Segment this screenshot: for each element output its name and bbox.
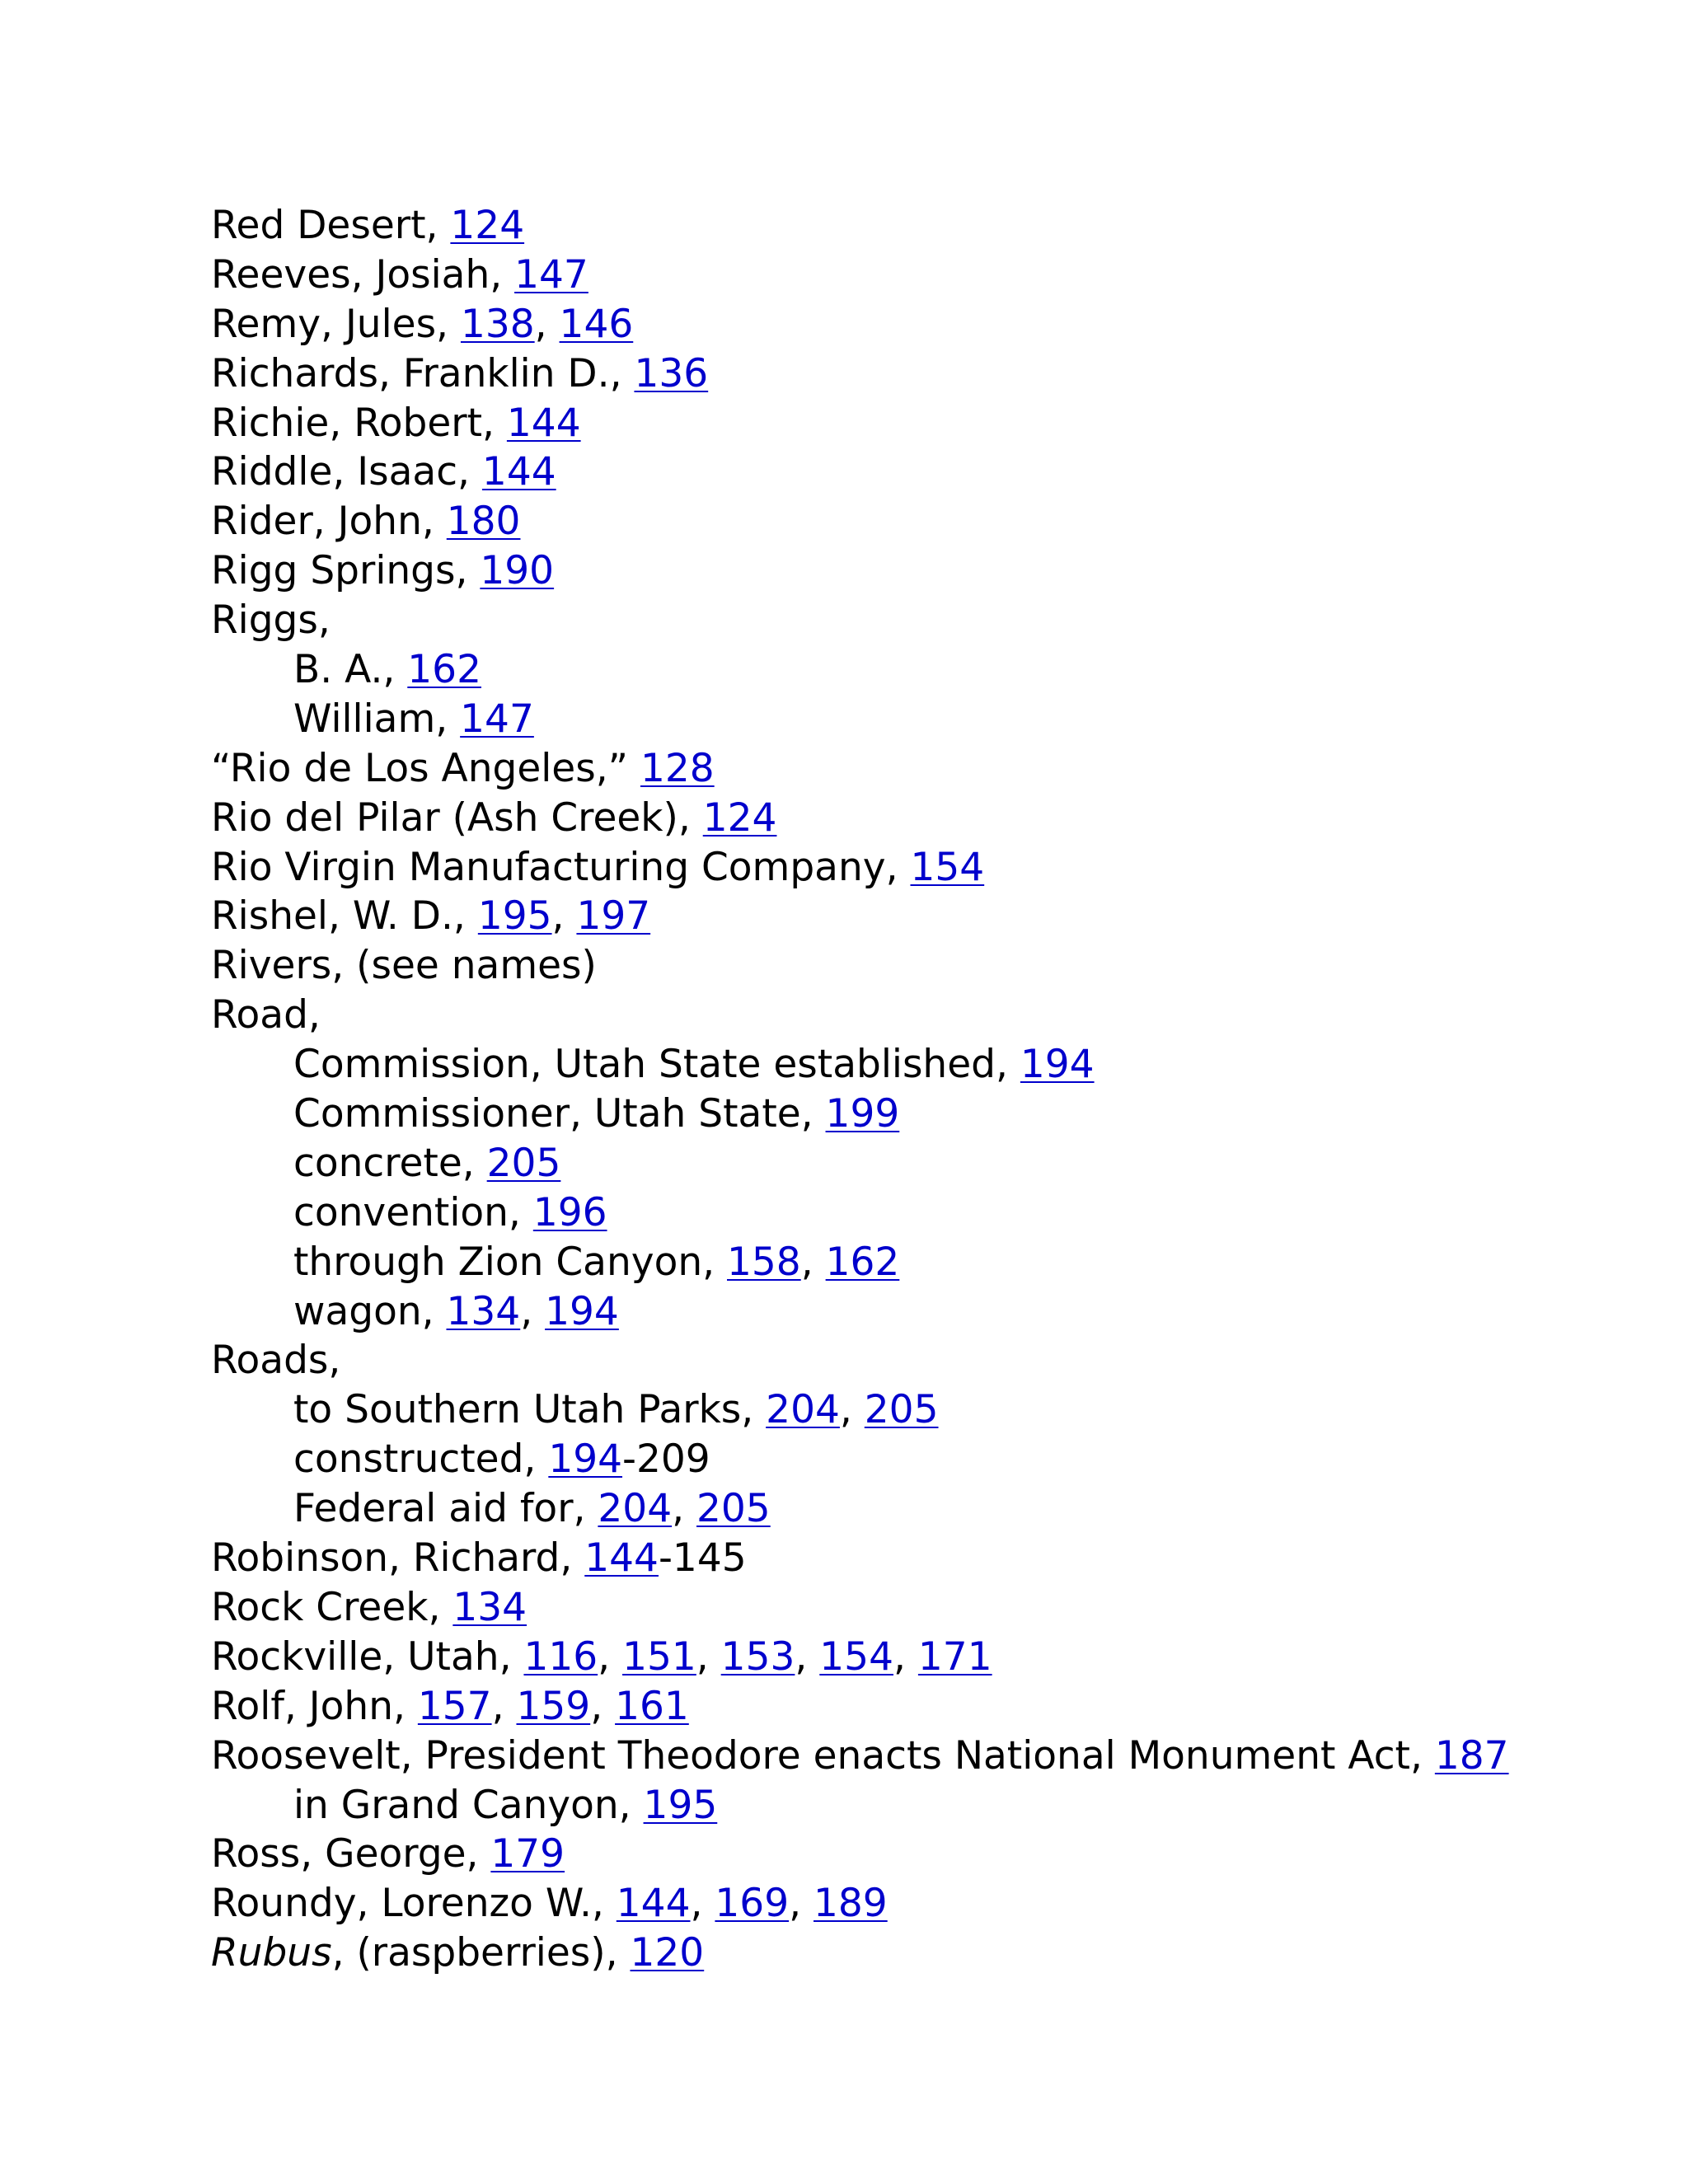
- page-link[interactable]: 124: [702, 794, 777, 841]
- entry-text: ,: [839, 1387, 865, 1433]
- index-subentry: [211, 1287, 1612, 1337]
- page-link[interactable]: 147: [514, 251, 588, 298]
- entry-text: convention,: [293, 1189, 533, 1235]
- entry-text: through Zion Canyon,: [293, 1239, 727, 1285]
- entry-text: , (raspberries),: [331, 1930, 631, 1976]
- entry-text: Federal aid for,: [293, 1486, 598, 1532]
- index-entry: [211, 1633, 1612, 1682]
- page-link[interactable]: 144: [584, 1535, 659, 1582]
- page-link[interactable]: 161: [615, 1683, 689, 1729]
- page-link[interactable]: 144: [506, 400, 581, 446]
- entry-text: Ross, George,: [211, 1831, 491, 1877]
- index-entry: [211, 497, 1612, 546]
- index-subentry: [211, 1435, 1612, 1484]
- entry-text: wagon,: [293, 1288, 447, 1334]
- entry-text: Richie, Robert,: [211, 400, 507, 446]
- entry-text: Rigg Springs,: [211, 548, 481, 594]
- entry-text: Rock Creek,: [211, 1584, 453, 1630]
- entry-text: Rishel, W. D.,: [211, 893, 478, 940]
- entry-text: Reeves, Josiah,: [211, 251, 515, 298]
- page-link[interactable]: 158: [727, 1239, 801, 1285]
- index-entry: [211, 1879, 1612, 1929]
- entry-text: -209: [622, 1436, 710, 1483]
- page-link[interactable]: 197: [576, 893, 651, 940]
- entry-text: ,: [551, 893, 577, 940]
- entry-text: -145: [658, 1535, 747, 1582]
- page-link[interactable]: 205: [486, 1140, 561, 1186]
- page-link[interactable]: 147: [460, 696, 534, 742]
- entry-text: constructed,: [293, 1436, 549, 1483]
- index-entry: [211, 1534, 1612, 1583]
- page-link[interactable]: 194: [548, 1436, 623, 1483]
- index-subentry: [211, 1484, 1612, 1534]
- index-entry: [211, 1583, 1612, 1633]
- entry-text: ,: [598, 1633, 623, 1680]
- entry-text: Riggs,: [211, 598, 331, 644]
- page-link[interactable]: 179: [490, 1831, 565, 1877]
- page-link[interactable]: 194: [545, 1288, 619, 1334]
- entry-text: ,: [795, 1633, 820, 1680]
- page-link[interactable]: 153: [720, 1633, 795, 1680]
- page-link[interactable]: 195: [643, 1782, 718, 1828]
- index-entry: [211, 300, 1612, 349]
- page-link[interactable]: 162: [825, 1239, 900, 1285]
- index-subentry: [211, 1188, 1612, 1238]
- entry-text: Remy, Jules,: [211, 301, 461, 347]
- page-link[interactable]: 205: [696, 1486, 771, 1532]
- index-entry: [211, 794, 1612, 843]
- index-entry: [211, 744, 1612, 794]
- entry-text: ,: [672, 1486, 696, 1532]
- index-entry: [211, 1336, 1612, 1385]
- index-subentry: [211, 695, 1612, 744]
- page-link[interactable]: 146: [559, 301, 634, 347]
- entry-text: ,: [893, 1633, 918, 1680]
- page-link[interactable]: 154: [819, 1633, 893, 1680]
- entry-text: Roundy, Lorenzo W.,: [211, 1881, 617, 1927]
- index-entry: [211, 448, 1612, 497]
- entry-text: in Grand Canyon,: [293, 1782, 644, 1828]
- page-link[interactable]: 154: [910, 844, 985, 890]
- page-link[interactable]: 187: [1434, 1732, 1509, 1779]
- entry-text: Rockville, Utah,: [211, 1633, 524, 1680]
- entry-text: Rider, John,: [211, 499, 447, 545]
- index-entry: [211, 991, 1612, 1040]
- index-entry: [211, 349, 1612, 399]
- page-link[interactable]: 120: [630, 1930, 705, 1976]
- index-subentry: [211, 1139, 1612, 1188]
- index-entry: [211, 399, 1612, 448]
- index-subentry: [211, 1781, 1612, 1830]
- index-entry: [211, 843, 1612, 893]
- page-link[interactable]: 116: [523, 1633, 598, 1680]
- index-subentry: [211, 1385, 1612, 1435]
- entry-text: “Rio de Los Angeles,”: [211, 745, 640, 791]
- page-link[interactable]: 144: [481, 449, 556, 495]
- page-link[interactable]: 194: [1020, 1042, 1095, 1088]
- entry-text: ,: [590, 1683, 616, 1729]
- page-link[interactable]: 134: [446, 1288, 521, 1334]
- entry-text: Road,: [211, 992, 321, 1038]
- entry-text: ,: [534, 301, 560, 347]
- entry-text: Roosevelt, President Theodore enacts National Monument Act,: [211, 1732, 1435, 1779]
- index-entry: [211, 1682, 1612, 1732]
- entry-text: to Southern Utah Parks,: [293, 1387, 767, 1433]
- index-list: [211, 201, 1612, 1978]
- page-link[interactable]: 190: [480, 548, 555, 594]
- entry-text: William,: [293, 696, 461, 742]
- page-link[interactable]: 189: [814, 1881, 888, 1927]
- entry-text: ,: [800, 1239, 826, 1285]
- entry-term-italic: Rubus: [211, 1930, 332, 1976]
- entry-text: Commission, Utah State established,: [293, 1042, 1020, 1088]
- index-subentry: [211, 1040, 1612, 1090]
- index-entry: [211, 251, 1612, 300]
- page-link[interactable]: 124: [450, 203, 525, 248]
- entry-text: concrete,: [293, 1140, 487, 1186]
- entry-text: Roads,: [211, 1338, 341, 1384]
- page-link[interactable]: 180: [446, 499, 521, 545]
- entry-text: ,: [690, 1881, 715, 1927]
- entry-text: Rolf, John,: [211, 1683, 418, 1729]
- page-link[interactable]: 144: [616, 1881, 691, 1927]
- page-link[interactable]: 196: [532, 1189, 607, 1235]
- entry-text: Rio del Pilar (Ash Creek),: [211, 794, 703, 841]
- entry-text: Robinson, Richard,: [211, 1535, 585, 1582]
- index-entry: [211, 1830, 1612, 1879]
- page-link[interactable]: 134: [452, 1584, 528, 1630]
- page-link[interactable]: 159: [516, 1683, 591, 1729]
- page-link[interactable]: 169: [715, 1881, 790, 1927]
- page-link[interactable]: 204: [598, 1486, 673, 1532]
- entry-text: Riddle, Isaac,: [211, 449, 482, 495]
- index-entry: [211, 201, 1612, 251]
- entry-text: Rio Virgin Manufacturing Company,: [211, 844, 911, 890]
- entry-text: ,: [520, 1288, 546, 1334]
- index-subentry: [211, 1238, 1612, 1287]
- page-link[interactable]: 136: [634, 350, 709, 396]
- index-entry: [211, 1732, 1612, 1781]
- page-link[interactable]: 162: [407, 647, 481, 693]
- page-link[interactable]: 157: [417, 1683, 492, 1729]
- index-entry: [211, 1929, 1612, 1978]
- entry-text: Rivers, (see names): [211, 943, 597, 989]
- index-entry: [211, 941, 1612, 991]
- page-link[interactable]: 199: [825, 1091, 900, 1137]
- entry-text: Commissioner, Utah State,: [293, 1091, 826, 1137]
- index-entry: [211, 546, 1612, 596]
- page-link[interactable]: 195: [477, 893, 552, 940]
- entry-text: ,: [491, 1683, 517, 1729]
- page-link[interactable]: 138: [460, 301, 535, 347]
- entry-text: Red Desert,: [211, 203, 451, 248]
- page-link[interactable]: 151: [622, 1633, 696, 1680]
- index-subentry: [211, 645, 1612, 695]
- index-subentry: [211, 1090, 1612, 1139]
- index-entry: [211, 892, 1612, 941]
- page-link[interactable]: 171: [917, 1633, 992, 1680]
- entry-text: ,: [696, 1633, 721, 1680]
- entry-text: B. A.,: [293, 647, 408, 693]
- page-link[interactable]: 128: [640, 745, 715, 791]
- page-link[interactable]: 204: [766, 1387, 840, 1433]
- entry-text: ,: [789, 1881, 814, 1927]
- entry-text: Richards, Franklin D.,: [211, 350, 635, 396]
- index-entry: [211, 596, 1612, 645]
- page-link[interactable]: 205: [864, 1387, 939, 1433]
